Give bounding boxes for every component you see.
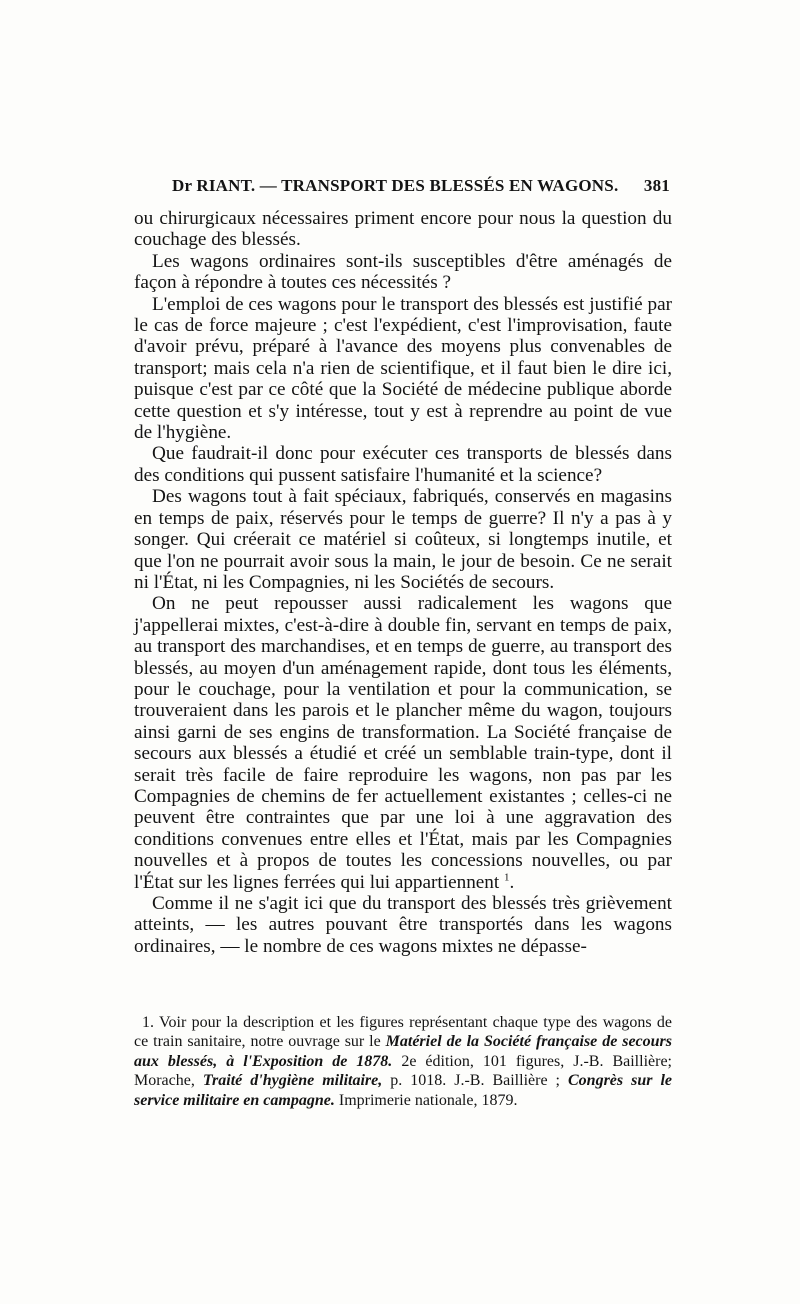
footnote-reference: 1 <box>504 871 510 884</box>
paragraph-7: Comme il ne s'agit ici que du transport des blessés très grièvement atteints, — les autres pouvant être transportés dans les wagons ordinaires, — le nombre de ces wagons mixtes ne dépasse- <box>134 893 672 957</box>
paragraph-6-end: . <box>509 871 515 893</box>
paragraph-4: Que faudrait-il donc pour exécuter ces transports de blessés dans des conditions qui pussent satisfaire l'humanité et la science? <box>134 443 672 486</box>
body-text <box>134 208 672 957</box>
footnote-text-b: 2e édition, 101 figures, J.-B. Baillière; Morache, <box>134 1052 672 1090</box>
running-title: Dr RIANT. — TRANSPORT DES BLESSÉS EN WAGONS. <box>172 176 619 195</box>
footnote-text-a: Voir pour la description et les figures représentant chaque type des wagons de ce train sanitaire, notre ouvrage sur le <box>134 1014 672 1051</box>
paragraph-3: L'emploi de ces wagons pour le transport des blessés est justifié par le cas de force majeure ; c'est l'expédient, c'est l'improvisation, faute d'avoir prévu, préparé à l'avance des moyens plus convenables de transport; mais cela n'a rien de scientifique, et il faut bien le dire ici, puisque c'est par ce côté que la Société de médecine publique aborde cette question et s'y intéresse, tout y est à reprendre au point de vue de l'hygiène. <box>134 293 672 444</box>
running-header <box>172 176 670 202</box>
footnote-text-c: p. 1018. J.-B. Baillière ; <box>390 1072 560 1090</box>
footnote-text-d: Imprimerie nationale, 1879. <box>338 1091 518 1109</box>
footnote-title-1: Matériel de la Société française de secours aux blessés, à l'Exposition de 1878. <box>134 1033 673 1070</box>
paragraph-1: ou chirurgicaux nécessaires priment encore pour nous la question du couchage des blessés. <box>134 208 672 251</box>
footnote-title-3: Congrès sur le service militaire en campagne. <box>134 1072 673 1109</box>
paragraph-6-text: On ne peut repousser aussi radicalement les wagons que j'appellerai mixtes, c'est-à-dire à double fin, servant en temps de paix, au transport des marchandises, et en temps de guerre, au transport des blessés, au moyen d'un aménagement rapide, dont tous les éléments, pour le couchage, pour la ventilation et pour la communication, se trouveraient dans les parois et le plancher même du wagon, toujours ainsi garni de ses engins de transformation. La Société française de secours aux blessés a étudié et créé un semblable train-type, dont il serait très facile de faire reproduire les wagons, non pas par les Compagnies de chemins de fer actuellement existantes ; celles-ci ne peuvent être contraintes que par une loi à une aggravation des conditions convenues entre elles et l'État, mais par les Compagnies nouvelles et à propos de toutes les concessions nouvelles, ou par l'État sur les lignes ferrées qui lui appartiennent <box>134 593 672 893</box>
paragraph-5: Des wagons tout à fait spéciaux, fabriqués, conservés en magasins en temps de paix, réservés pour le temps de guerre? Il n'y a pas à y songer. Qui créerait ce matériel si coûteux, si longtemps inutile, et que l'on ne pourrait avoir sous la main, le jour de besoin. Ce ne serait ni l'État, ni les Compagnies, ni les Sociétés de secours. <box>134 486 672 593</box>
footnote-number: 1. <box>142 1014 154 1031</box>
paragraph-6 <box>134 593 672 893</box>
paragraph-2: Les wagons ordinaires sont-ils susceptibles d'être aménagés de façon à répondre à toutes ces nécessités ? <box>134 250 672 294</box>
footnote-title-2: Traité d'hygiène militaire, <box>202 1072 383 1090</box>
footnote-paragraph <box>134 1013 672 1110</box>
page-number: 381 <box>643 176 670 195</box>
footnote <box>134 1013 672 1110</box>
